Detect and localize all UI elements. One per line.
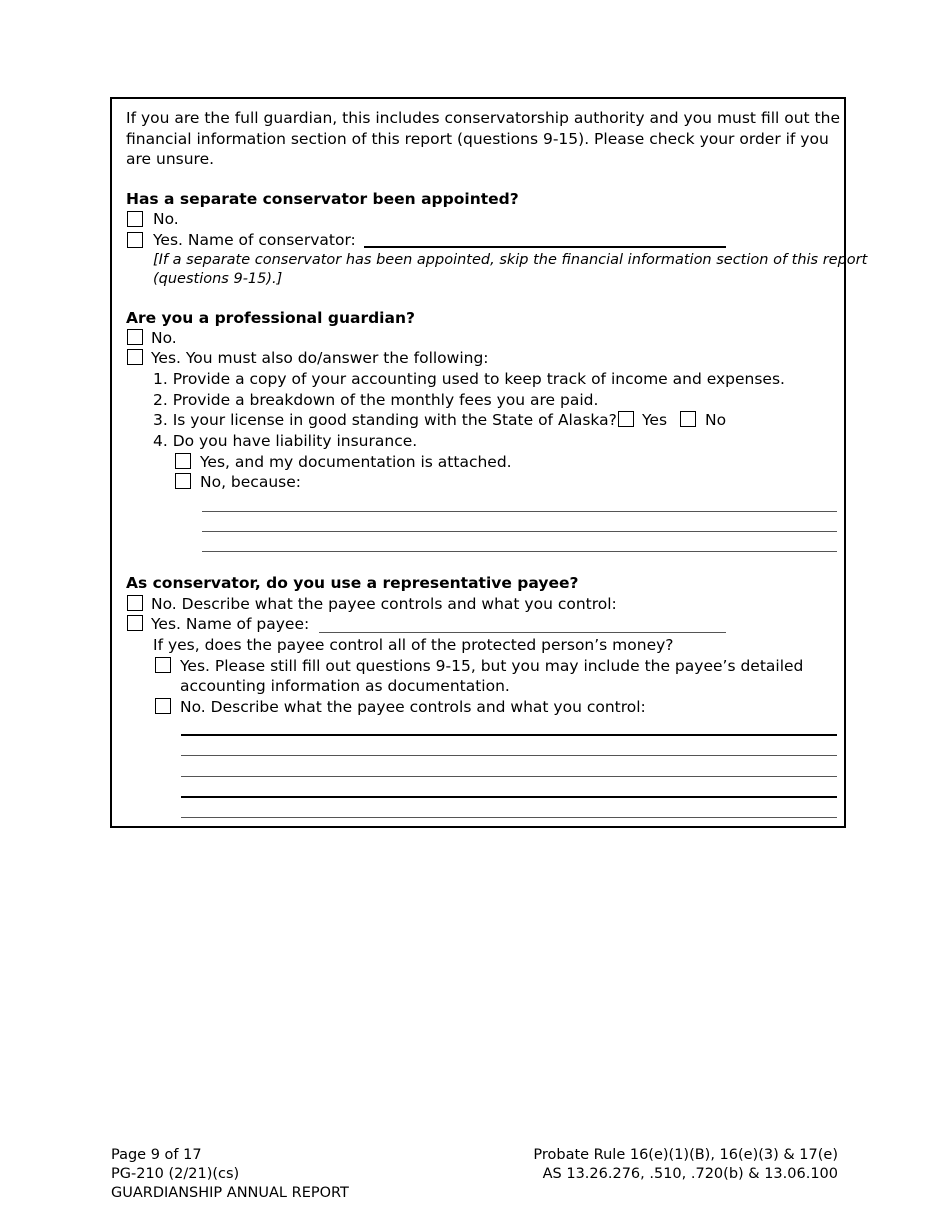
intro-line-1: If you are the full guardian, this includes conservatorship authority and you must fill out the	[126, 109, 840, 127]
professional-yes-label: Yes. You must also do/answer the following:	[151, 349, 489, 367]
license-yes-label: Yes	[642, 411, 668, 429]
professional-item-2: 2. Provide a breakdown of the monthly fees you are paid.	[153, 391, 599, 409]
footer-form-title: GUARDIANSHIP ANNUAL REPORT	[111, 1185, 349, 1201]
conservator-note-line-1: [If a separate conservator has been appointed, skip the financial information section of this report	[153, 252, 868, 268]
conservator-name-field[interactable]	[364, 246, 726, 248]
professional-item-3: 3. Is your license in good standing with the State of Alaska?	[153, 411, 617, 429]
insurance-reason-line-2[interactable]	[202, 531, 837, 532]
payee-describe-line-2[interactable]	[181, 755, 837, 756]
footer-probate-rule: Probate Rule 16(e)(1)(B), 16(e)(3) & 17(e)	[533, 1147, 838, 1163]
license-no-checkbox[interactable]	[680, 411, 696, 427]
professional-yes-checkbox[interactable]	[127, 349, 143, 365]
conservator-no-label: No.	[153, 210, 179, 228]
insurance-no-checkbox[interactable]	[175, 473, 191, 489]
license-yes-checkbox[interactable]	[618, 411, 634, 427]
payee-describe-line-5[interactable]	[181, 817, 837, 818]
payee-control-yes-line-2: accounting information as documentation.	[180, 677, 510, 695]
payee-no-label: No. Describe what the payee controls and what you control:	[151, 595, 617, 613]
footer-statute: AS 13.26.276, .510, .720(b) & 13.06.100	[542, 1166, 838, 1182]
payee-question: If yes, does the payee control all of the protected person’s money?	[153, 636, 674, 654]
professional-no-checkbox[interactable]	[127, 329, 143, 345]
conservator-note-line-2: (questions 9-15).]	[153, 271, 283, 287]
insurance-reason-line-3[interactable]	[202, 551, 837, 552]
professional-no-label: No.	[151, 329, 177, 347]
payee-control-no-label: No. Describe what the payee controls and what you control:	[180, 698, 646, 716]
intro-line-2: financial information section of this report (questions 9-15). Please check your order if you	[126, 130, 829, 148]
insurance-reason-line-1[interactable]	[202, 511, 837, 512]
conservator-no-checkbox[interactable]	[127, 211, 143, 227]
payee-heading: As conservator, do you use a representative payee?	[126, 574, 579, 592]
payee-control-no-checkbox[interactable]	[155, 698, 171, 714]
payee-yes-label: Yes. Name of payee:	[151, 615, 310, 633]
payee-control-yes-line-1: Yes. Please still fill out questions 9-15, but you may include the payee’s detailed	[180, 657, 804, 675]
payee-yes-checkbox[interactable]	[127, 615, 143, 631]
footer-page-number: Page 9 of 17	[111, 1147, 202, 1163]
insurance-yes-checkbox[interactable]	[175, 453, 191, 469]
conservator-yes-checkbox[interactable]	[127, 232, 143, 248]
payee-name-field[interactable]	[319, 632, 726, 633]
conservator-heading: Has a separate conservator been appointed?	[126, 190, 519, 208]
payee-no-checkbox[interactable]	[127, 595, 143, 611]
professional-item-1: 1. Provide a copy of your accounting used to keep track of income and expenses.	[153, 370, 785, 388]
payee-describe-line-4[interactable]	[181, 796, 837, 798]
insurance-no-label: No, because:	[200, 473, 301, 491]
footer-form-number: PG-210 (2/21)(cs)	[111, 1166, 240, 1182]
payee-describe-line-3[interactable]	[181, 776, 837, 777]
insurance-yes-label: Yes, and my documentation is attached.	[200, 453, 512, 471]
payee-control-yes-checkbox[interactable]	[155, 657, 171, 673]
payee-describe-line-1[interactable]	[181, 734, 837, 736]
professional-item-4: 4. Do you have liability insurance.	[153, 432, 418, 450]
professional-heading: Are you a professional guardian?	[126, 309, 415, 327]
conservator-yes-label: Yes. Name of conservator:	[153, 231, 356, 249]
license-no-label: No	[705, 411, 727, 429]
intro-line-3: are unsure.	[126, 150, 215, 168]
